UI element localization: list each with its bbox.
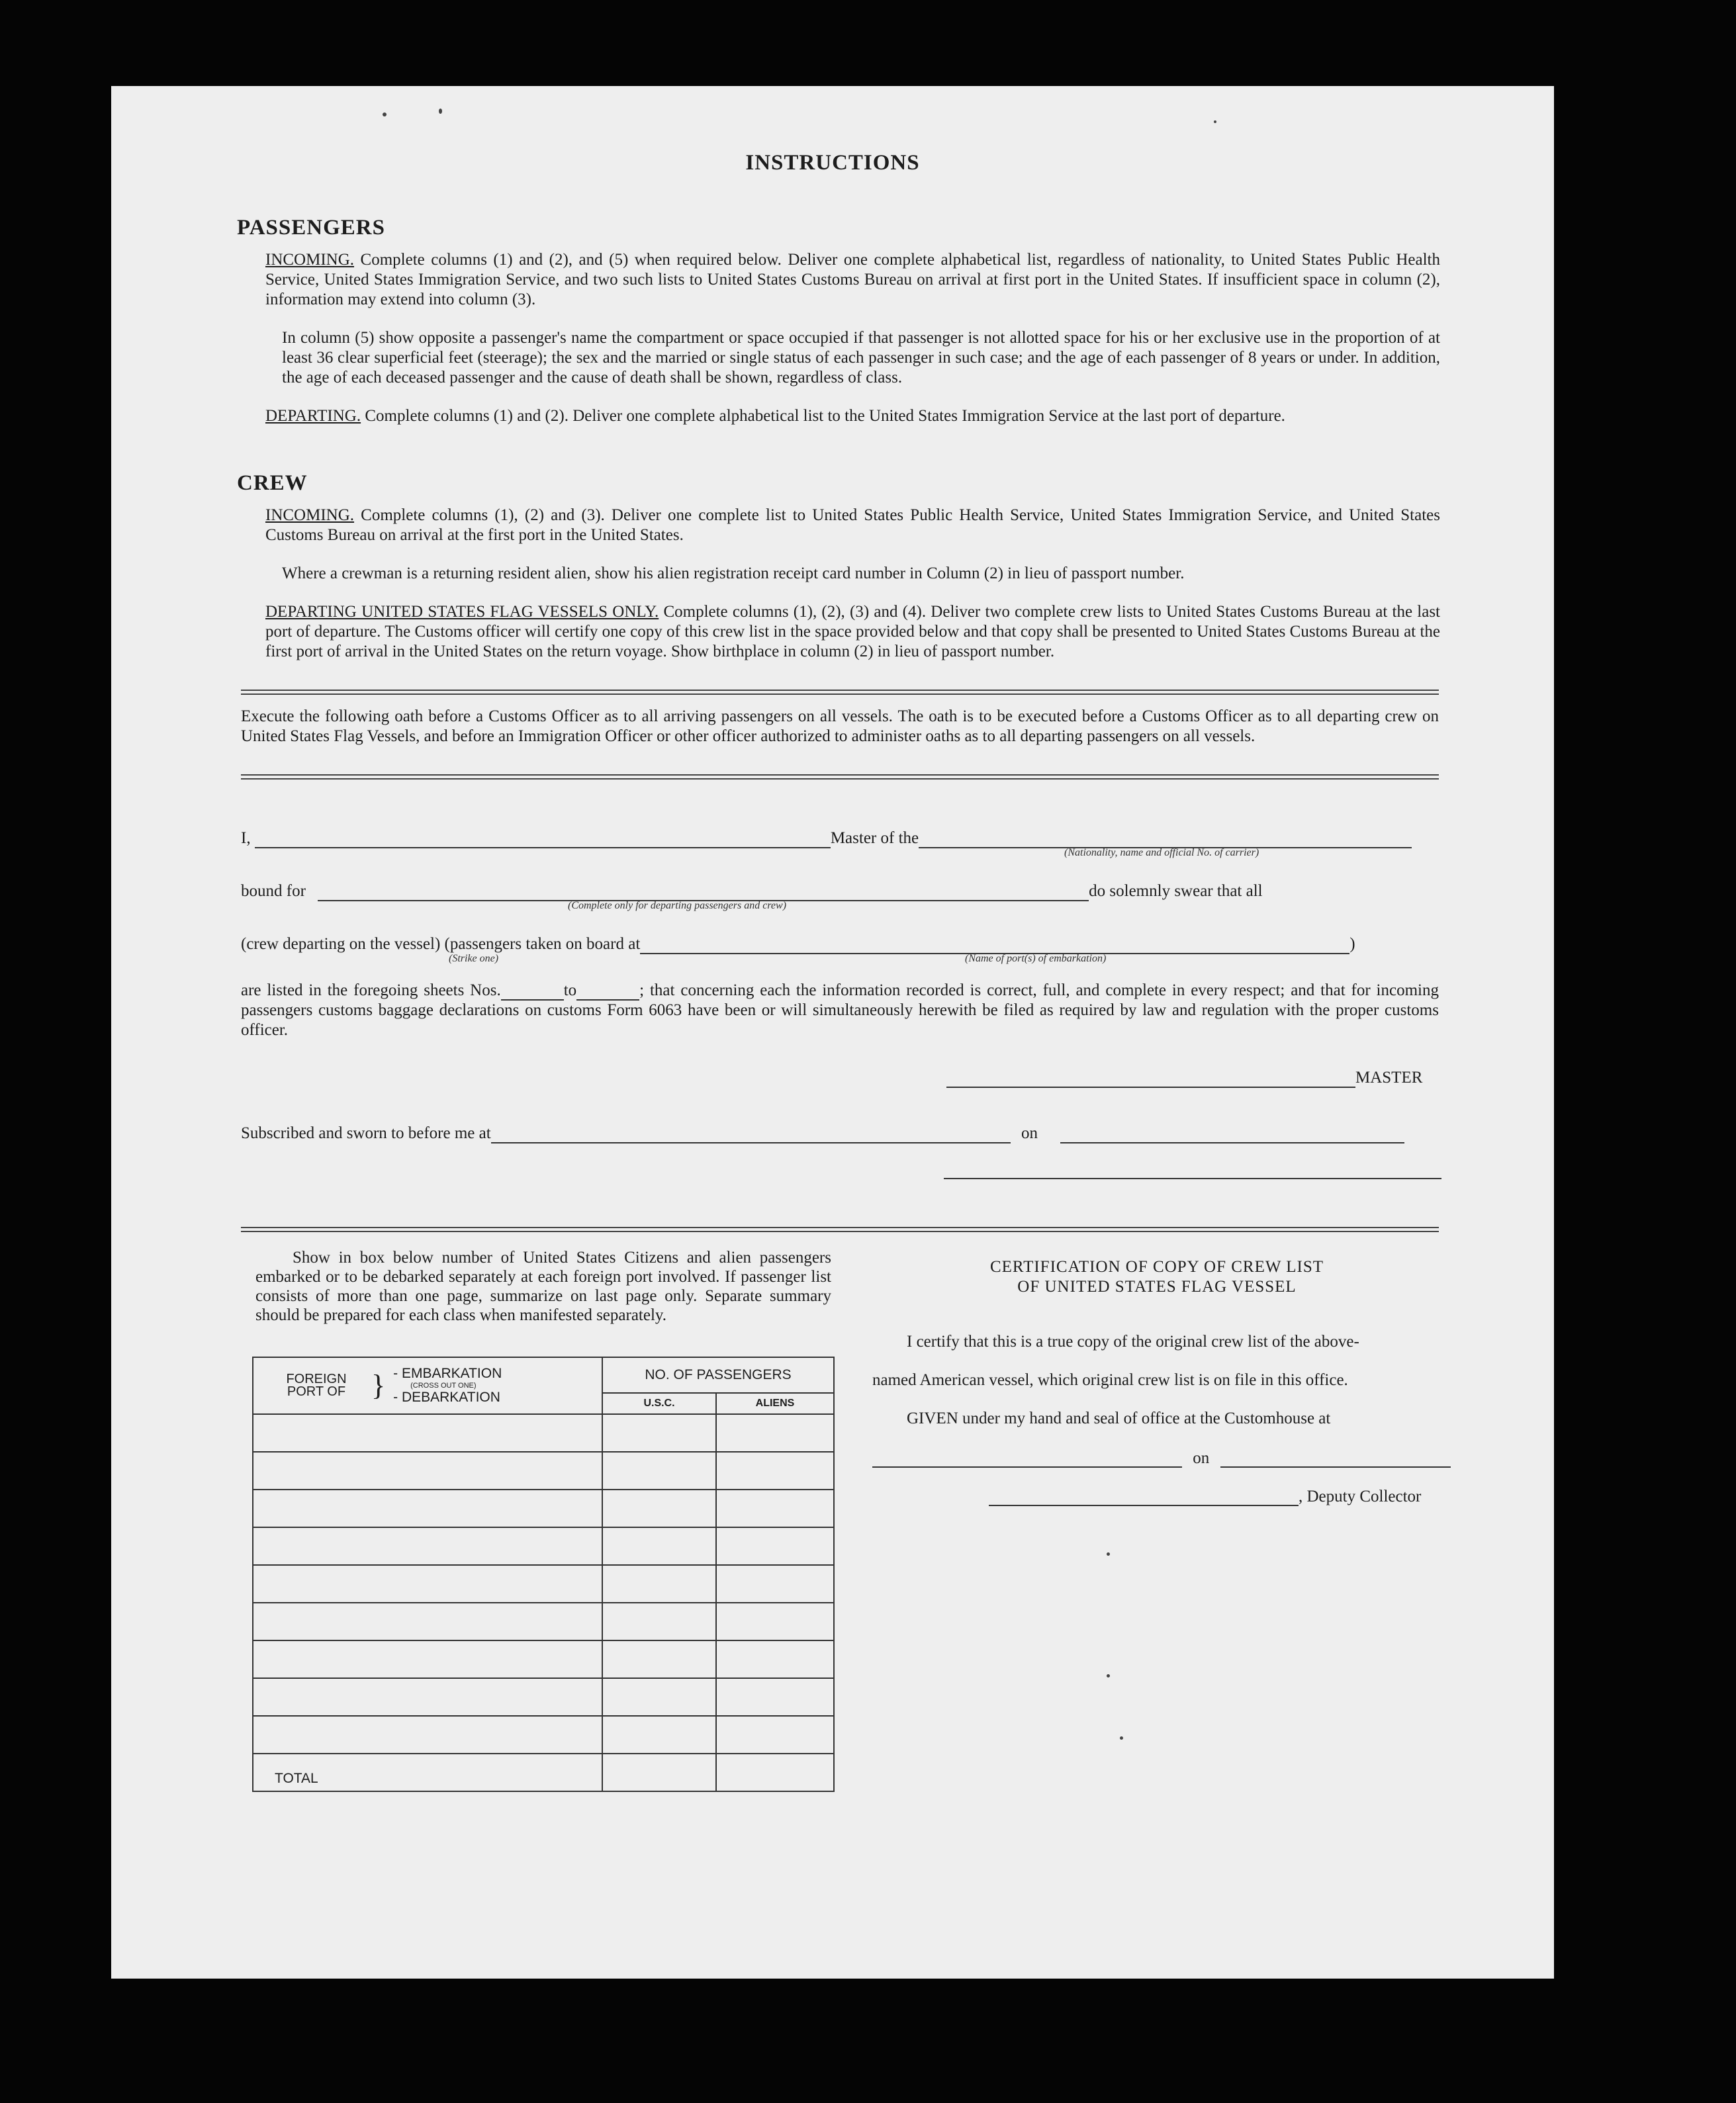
officer-signature-field[interactable]	[944, 1178, 1441, 1179]
passengers-incoming-text: Complete columns (1) and (2), and (5) when required below. Deliver one complete alphabetical list, regardless of nationality, to United States Public Health Service, United States Immigration Service, and two such lists to United States Customs Bureau on arrival at first port in the United States. If insufficient space in column (2), information may extend into column (3).	[265, 251, 1440, 308]
crew-departing-label: DEPARTING UNITED STATES FLAG VESSELS ONLY.	[265, 603, 659, 621]
port-cell[interactable]	[253, 1716, 602, 1754]
passengers-incoming	[265, 250, 1440, 310]
scan-speck	[439, 109, 442, 114]
oath-line-2	[241, 881, 1263, 901]
passengers-departing	[265, 406, 1440, 426]
vessel-field[interactable]	[919, 831, 1412, 848]
master-signature	[946, 1068, 1422, 1088]
usc-total-cell[interactable]	[602, 1754, 716, 1791]
master-name-field[interactable]	[255, 831, 831, 848]
aliens-header: ALIENS	[716, 1393, 834, 1414]
port-cell[interactable]	[253, 1565, 602, 1603]
bound-for-field-a[interactable]	[318, 884, 572, 901]
foreign-port-label: FOREIGN PORT OF	[286, 1372, 347, 1399]
crew-incoming-text: Complete columns (1), (2) and (3). Deliver one complete list to United States Public Health Service, United States Immigration Service, and United States Customs Bureau on arrival at the first port in the United States.	[265, 506, 1440, 544]
scan-speck	[1107, 1674, 1110, 1678]
passengers-column5: In column (5) show opposite a passenger's name the compartment or space occupied if that passenger is not allotted space for his or her exclusive use in the proportion of at least 36 clear superficial feet (steerage); the sex and the married or single status of each passenger in such case; and the age of each passenger of 8 years or under. In addition, the age of each deceased passenger and the cause of death shall be shown, regardless of class.	[282, 329, 1440, 386]
sheet-to-field[interactable]	[576, 983, 639, 1001]
crew-incoming	[265, 506, 1440, 545]
oath-instruction: Execute the following oath before a Customs Officer as to all arriving passengers on all vessels. The oath is to be executed before a Customs Officer as to all departing crew on United States Flag Vessels, and before an Immigration Officer or other officer authorized to administer oaths as to all departing passengers on all vessels.	[241, 707, 1439, 745]
given-text: GIVEN under my hand and seal of office at the Customhouse at	[907, 1409, 1331, 1427]
subscribed-label: Subscribed and sworn to before me at	[241, 1124, 491, 1142]
certification-title	[872, 1257, 1441, 1297]
sheet-from-field[interactable]	[501, 983, 564, 1001]
master-label: MASTER	[1355, 1069, 1423, 1087]
master-of-the-label: Master of the	[830, 829, 919, 847]
crew-resident: Where a crewman is a returning resident alien, show his alien registration receipt card number in Column (2) in lieu of passport number.	[282, 564, 1185, 582]
double-rule	[241, 690, 1439, 695]
bound-for-label: bound for	[241, 882, 306, 900]
usc-cell[interactable]	[602, 1452, 716, 1490]
aliens-total-cell[interactable]	[716, 1754, 834, 1791]
passengers-departing-text: Complete columns (1) and (2). Deliver one complete alphabetical list to the United States Immigration Service at the last port of departure.	[365, 407, 1285, 425]
passengers-departing-label: DEPARTING.	[265, 407, 361, 425]
usc-cell[interactable]	[602, 1678, 716, 1716]
passengers-incoming-label: INCOMING.	[265, 251, 355, 269]
subscribed-line	[241, 1124, 1404, 1143]
double-rule	[241, 1227, 1439, 1232]
certify-text-2: named American vessel, which original crew list is on file in this office.	[872, 1371, 1348, 1389]
usc-cell[interactable]	[602, 1527, 716, 1565]
scan-speck	[1120, 1736, 1123, 1740]
oath-line-1	[241, 828, 1412, 848]
passengers-taken-option[interactable]: (passengers taken on board at	[444, 935, 641, 953]
aliens-cell[interactable]	[716, 1678, 834, 1716]
embarkation-label: - EMBARKATION	[393, 1366, 502, 1381]
summary-instruction: Show in box below number of United States Citizens and alien passengers embarked or to be debarked separately at each foreign port involved. If passenger list consists of more than one page, summarize on last page only. Separate summary should be prepared for each class when manifested separately.	[255, 1249, 831, 1324]
usc-cell[interactable]	[602, 1414, 716, 1452]
aliens-cell[interactable]	[716, 1640, 834, 1678]
aliens-cell[interactable]	[716, 1565, 834, 1603]
crew-departing	[265, 602, 1440, 662]
customhouse-field[interactable]	[872, 1451, 1182, 1468]
certification-on-label: on	[1193, 1449, 1210, 1467]
strike-one-note: (Strike one)	[449, 953, 499, 964]
ports-field[interactable]	[640, 937, 1349, 954]
sworn-place-field[interactable]	[491, 1126, 1011, 1143]
oath-line-3	[241, 934, 1355, 954]
page-title: INSTRUCTIONS	[745, 151, 920, 175]
port-cell[interactable]	[253, 1490, 602, 1527]
sworn-on-label: on	[1021, 1124, 1038, 1142]
scan-speck	[1107, 1552, 1110, 1556]
brace-icon: }	[371, 1369, 386, 1402]
deputy-collector-label: , Deputy Collector	[1299, 1488, 1422, 1505]
certification-title-line1: CERTIFICATION OF COPY OF CREW LIST	[989, 1258, 1324, 1276]
listed-to: to	[563, 981, 577, 999]
usc-cell[interactable]	[602, 1490, 716, 1527]
complete-only-note: (Complete only for departing passengers and crew)	[568, 900, 787, 911]
ports-note: (Name of port(s) of embarkation)	[965, 953, 1107, 964]
usc-cell[interactable]	[602, 1565, 716, 1603]
debarkation-label: - DEBARKATION	[393, 1390, 500, 1405]
sworn-date-field[interactable]	[1060, 1126, 1404, 1143]
deputy-line	[989, 1488, 1421, 1506]
certify-text-1: I certify that this is a true copy of the original crew list of the above-	[907, 1333, 1359, 1351]
crew-departing-text: Complete columns (1), (2), (3) and (4). Deliver two complete crew lists to United States Customs Bureau at the last port of departure. The Customs officer will certify one copy of this crew list in the space provided below and that copy shall be presented to United States Customs Bureau at the first port of arrival in the United States on the return voyage. Show birthplace in column (2) in lieu of passport number.	[265, 603, 1441, 660]
scan-speck	[1214, 120, 1216, 123]
form-page	[111, 86, 1554, 1979]
cross-out-note: (CROSS OUT ONE)	[410, 1382, 477, 1390]
crew-heading: CREW	[237, 471, 308, 495]
port-cell[interactable]	[253, 1678, 602, 1716]
aliens-cell[interactable]	[716, 1527, 834, 1565]
port-header	[253, 1357, 602, 1414]
usc-cell[interactable]	[602, 1603, 716, 1640]
aliens-cell[interactable]	[716, 1452, 834, 1490]
passengers-heading: PASSENGERS	[237, 216, 385, 240]
listed-text-a: are listed in the foregoing sheets Nos.	[241, 981, 501, 999]
port-cell[interactable]	[253, 1527, 602, 1565]
port-cell[interactable]	[253, 1414, 602, 1452]
oath-i-label: I,	[241, 829, 251, 847]
aliens-cell[interactable]	[716, 1603, 834, 1640]
double-rule	[241, 774, 1439, 780]
port-cell[interactable]	[253, 1640, 602, 1678]
port-cell[interactable]	[253, 1452, 602, 1490]
master-signature-field[interactable]	[946, 1071, 1355, 1088]
nationality-note: (Nationality, name and official No. of carrier)	[1064, 847, 1259, 858]
usc-cell[interactable]	[602, 1716, 716, 1754]
certification-title-line2: OF UNITED STATES FLAG VESSEL	[1017, 1278, 1297, 1296]
total-label: TOTAL	[275, 1771, 318, 1786]
crew-incoming-label: INCOMING.	[265, 506, 355, 524]
oath-listed	[241, 981, 1439, 1040]
bound-for-field-b[interactable]	[572, 884, 1089, 901]
total-cell	[253, 1754, 602, 1791]
usc-header: U.S.C.	[602, 1393, 716, 1414]
crew-departing-option[interactable]: (crew departing on the vessel)	[241, 935, 441, 953]
listed-text-b: ; that concerning each the information recorded is correct, full, and complete in every respect; and that for incoming passengers customs baggage declarations on customs Form 6063 have been or will simultaneously herewith be filed as required by law and regulation with the proper customs officer.	[241, 981, 1439, 1039]
customhouse-line	[872, 1449, 1451, 1468]
certification-date-field[interactable]	[1220, 1451, 1451, 1468]
scan-speck	[383, 112, 387, 116]
passengers-count-header: NO. OF PASSENGERS	[602, 1357, 834, 1393]
aliens-cell[interactable]	[716, 1716, 834, 1754]
deputy-signature-field[interactable]	[989, 1489, 1299, 1506]
usc-cell[interactable]	[602, 1640, 716, 1678]
solemnly-swear-label: do solemnly swear that all	[1089, 882, 1263, 900]
passenger-summary-table	[252, 1357, 835, 1792]
aliens-cell[interactable]	[716, 1490, 834, 1527]
aliens-cell[interactable]	[716, 1414, 834, 1452]
port-cell[interactable]	[253, 1603, 602, 1640]
close-paren: )	[1349, 935, 1355, 953]
